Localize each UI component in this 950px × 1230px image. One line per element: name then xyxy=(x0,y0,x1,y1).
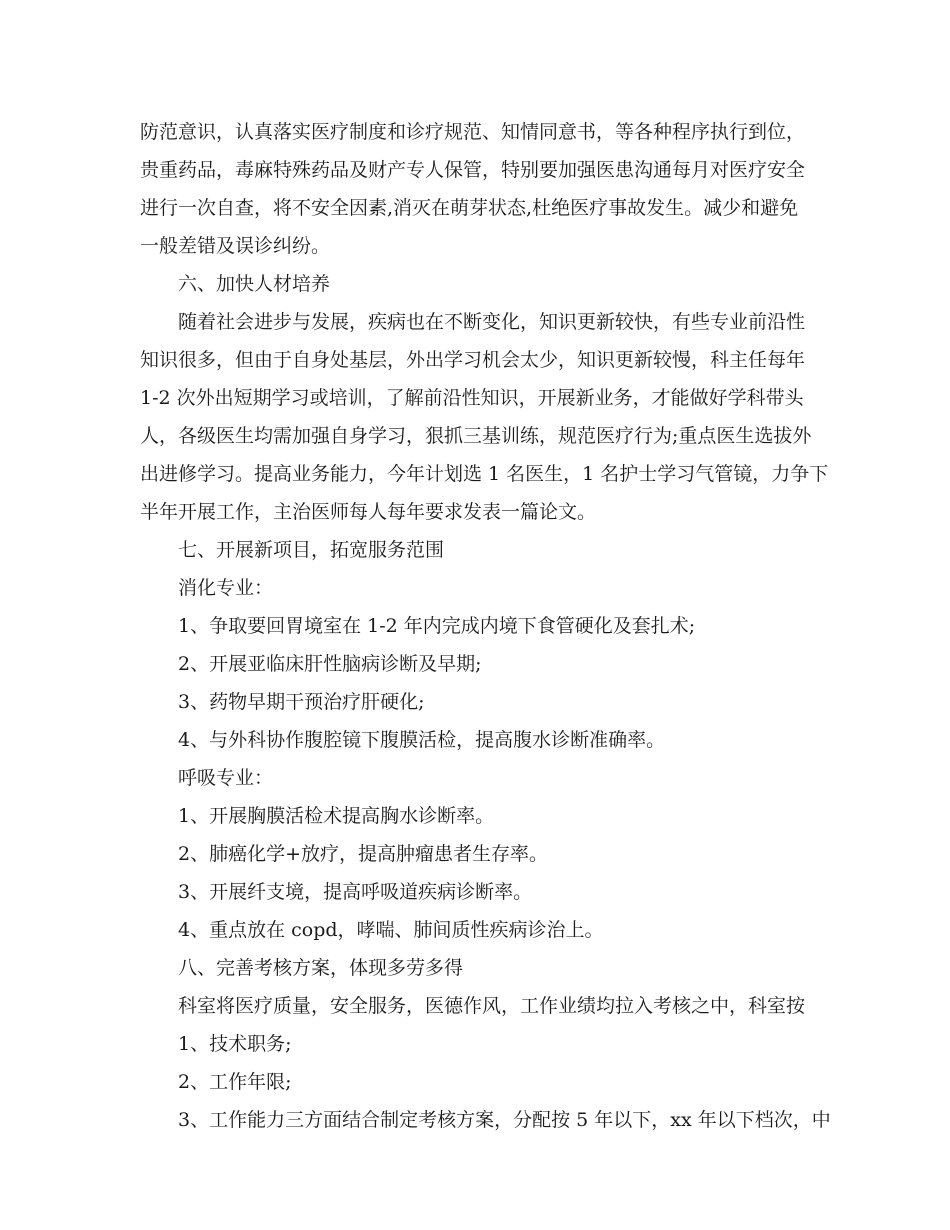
paragraph-line: 1-2 次外出短期学习或培训，了解前沿性知识，开展新业务，才能做好学科带头 xyxy=(140,387,804,409)
list-item: 1、争取要回胃境室在 1-2 年内完成内境下食管硬化及套扎术; xyxy=(178,615,696,637)
list-item: 2、开展亚临床肝性脑病诊断及早期; xyxy=(178,653,482,675)
paragraph-line: 半年开展工作，主治医师每人每年要求发表一篇论文。 xyxy=(140,501,597,523)
paragraph-line: 防范意识，认真落实医疗制度和诊疗规范、知情同意书，等各种程序执行到位， xyxy=(140,121,806,143)
list-item: 2、肺癌化学+放疗，提高肿瘤患者生存率。 xyxy=(178,843,549,865)
paragraph-line: 一般差错及误诊纠纷。 xyxy=(140,235,331,257)
paragraph-line: 知识很多，但由于自身处基层，外出学习机会太少，知识更新较慢，科主任每年 xyxy=(140,349,806,371)
paragraph-line: 科室将医疗质量，安全服务，医德作风，工作业绩均拉入考核之中，科室按 xyxy=(178,995,806,1017)
list-item: 3、药物早期干预治疗肝硬化; xyxy=(178,691,425,713)
list-item: 1、开展胸膜活检术提高胸水诊断率。 xyxy=(178,805,495,827)
paragraph-line: 随着社会进步与发展，疾病也在不断变化，知识更新较快，有些专业前沿性 xyxy=(178,311,806,333)
subsection-label: 呼吸专业： xyxy=(178,767,274,789)
subsection-label: 消化专业： xyxy=(178,577,274,599)
list-item: 4、重点放在 copd，哮喘、肺间质性疾病诊治上。 xyxy=(178,919,604,941)
section-heading: 六、加快人材培养 xyxy=(178,273,331,295)
paragraph-line: 进行一次自查，将不安全因素,消灭在萌芽状态,杜绝医疗事故发生。减少和避免 xyxy=(140,197,799,219)
paragraph-line: 人，各级医生均需加强自身学习，狠抓三基训练，规范医疗行为;重点医生选拔外 xyxy=(140,425,812,447)
section-heading: 八、完善考核方案，体现多劳多得 xyxy=(178,957,464,979)
list-item: 3、工作能力三方面结合制定考核方案，分配按 5 年以下，xx 年以下档次，中 xyxy=(178,1109,831,1131)
document-body xyxy=(140,113,831,1139)
list-item: 4、与外科协作腹腔镜下腹膜活检，提高腹水诊断准确率。 xyxy=(178,729,666,751)
section-heading: 七、开展新项目，拓宽服务范围 xyxy=(178,539,445,561)
paragraph-line: 出进修学习。提高业务能力，今年计划选 1 名医生，1 名护士学习气管镜，力争下 xyxy=(140,463,829,485)
list-item: 1、技术职务; xyxy=(178,1033,292,1055)
list-item: 2、工作年限; xyxy=(178,1071,292,1093)
list-item: 3、开展纤支境，提高呼吸道疾病诊断率。 xyxy=(178,881,533,903)
paragraph-line: 贵重药品，毒麻特殊药品及财产专人保管，特别要加强医患沟通每月对医疗安全 xyxy=(140,159,806,181)
